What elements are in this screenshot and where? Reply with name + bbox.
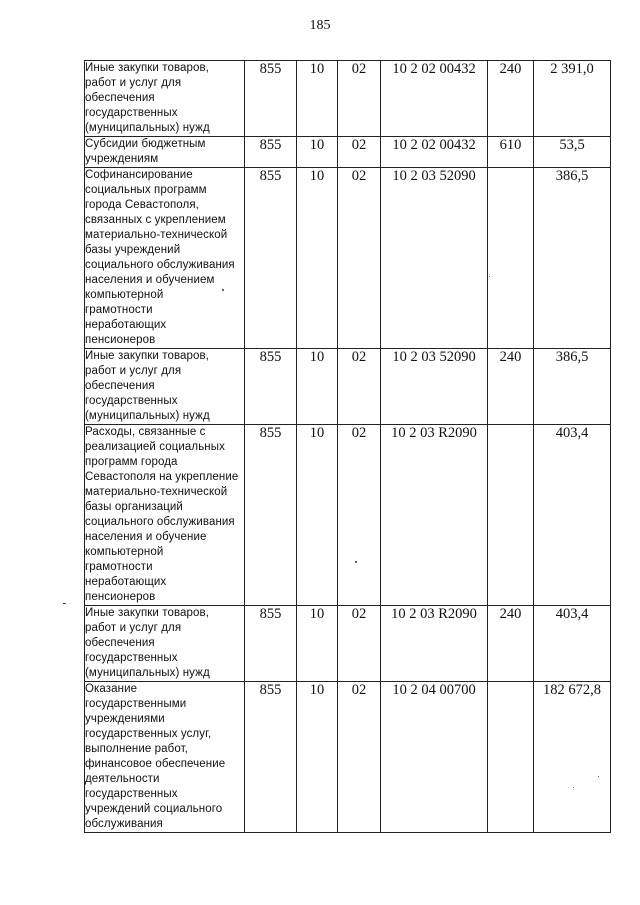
row-name: Иные закупки товаров, работ и услуг для обеспечения государственных (муниципальных) нужд: [85, 349, 245, 425]
scan-speck: [489, 276, 490, 277]
row-name: Иные закупки товаров, работ и услуг для обеспечения государственных (муниципальных) нужд: [85, 606, 245, 682]
table-row: [85, 61, 611, 137]
expense-type-code: [488, 682, 534, 833]
amount: 182 672,8: [534, 682, 611, 833]
page-number: 185: [309, 18, 331, 33]
scan-speck: [63, 603, 66, 604]
scan-speck: [222, 289, 224, 291]
target-article-code: 10 2 04 00700: [381, 682, 488, 833]
ministry-code: 855: [245, 349, 297, 425]
amount: 53,5: [534, 137, 611, 168]
section-code: 10: [297, 606, 338, 682]
amount: 386,5: [534, 349, 611, 425]
target-article-code: 10 2 03 52090: [381, 349, 488, 425]
subsection-code: 02: [338, 606, 381, 682]
row-name: Софинансирование социальных программ города Севастополя, связанных с укреплением материально-технической базы учреждений социального обслуживания населения и обучением компьютерной грамотности неработающих пенсионеров: [85, 168, 245, 349]
expense-type-code: 240: [488, 349, 534, 425]
expense-type-code: 610: [488, 137, 534, 168]
scan-speck: [355, 561, 357, 563]
table-row: [85, 606, 611, 682]
amount: 403,4: [534, 425, 611, 606]
table-row: [85, 168, 611, 349]
ministry-code: 855: [245, 168, 297, 349]
ministry-code: 855: [245, 137, 297, 168]
amount: 386,5: [534, 168, 611, 349]
section-code: 10: [297, 682, 338, 833]
budget-table: [84, 60, 611, 833]
ministry-code: 855: [245, 682, 297, 833]
section-code: 10: [297, 425, 338, 606]
section-code: 10: [297, 168, 338, 349]
subsection-code: 02: [338, 137, 381, 168]
table-row: [85, 682, 611, 833]
expense-type-code: 240: [488, 61, 534, 137]
target-article-code: 10 2 02 00432: [381, 61, 488, 137]
subsection-code: 02: [338, 425, 381, 606]
scan-speck: [573, 787, 574, 788]
row-name: Расходы, связанные с реализацией социальных программ города Севастополя на укрепление материально-технической базы организаций социального обслуживания населения и обучение компьютерной грамотности неработающих пенсионеров: [85, 425, 245, 606]
ministry-code: 855: [245, 425, 297, 606]
subsection-code: 02: [338, 682, 381, 833]
subsection-code: 02: [338, 349, 381, 425]
subsection-code: 02: [338, 61, 381, 137]
row-name: Оказание государственными учреждениями государственных услуг, выполнение работ, финансовое обеспечение деятельности государственных учреждений социального обслуживания: [85, 682, 245, 833]
amount: 403,4: [534, 606, 611, 682]
table-row: [85, 349, 611, 425]
section-code: 10: [297, 61, 338, 137]
row-name: Иные закупки товаров, работ и услуг для обеспечения государственных (муниципальных) нужд: [85, 61, 245, 137]
target-article-code: 10 2 02 00432: [381, 137, 488, 168]
section-code: 10: [297, 137, 338, 168]
target-article-code: 10 2 03 52090: [381, 168, 488, 349]
expense-type-code: [488, 168, 534, 349]
expense-type-code: [488, 425, 534, 606]
target-article-code: 10 2 03 R2090: [381, 606, 488, 682]
section-code: 10: [297, 349, 338, 425]
table-row: [85, 425, 611, 606]
row-name: Субсидии бюджетным учреждениям: [85, 137, 245, 168]
ministry-code: 855: [245, 61, 297, 137]
scan-speck: [598, 776, 599, 777]
target-article-code: 10 2 03 R2090: [381, 425, 488, 606]
subsection-code: 02: [338, 168, 381, 349]
amount: 2 391,0: [534, 61, 611, 137]
expense-type-code: 240: [488, 606, 534, 682]
table-row: [85, 137, 611, 168]
ministry-code: 855: [245, 606, 297, 682]
